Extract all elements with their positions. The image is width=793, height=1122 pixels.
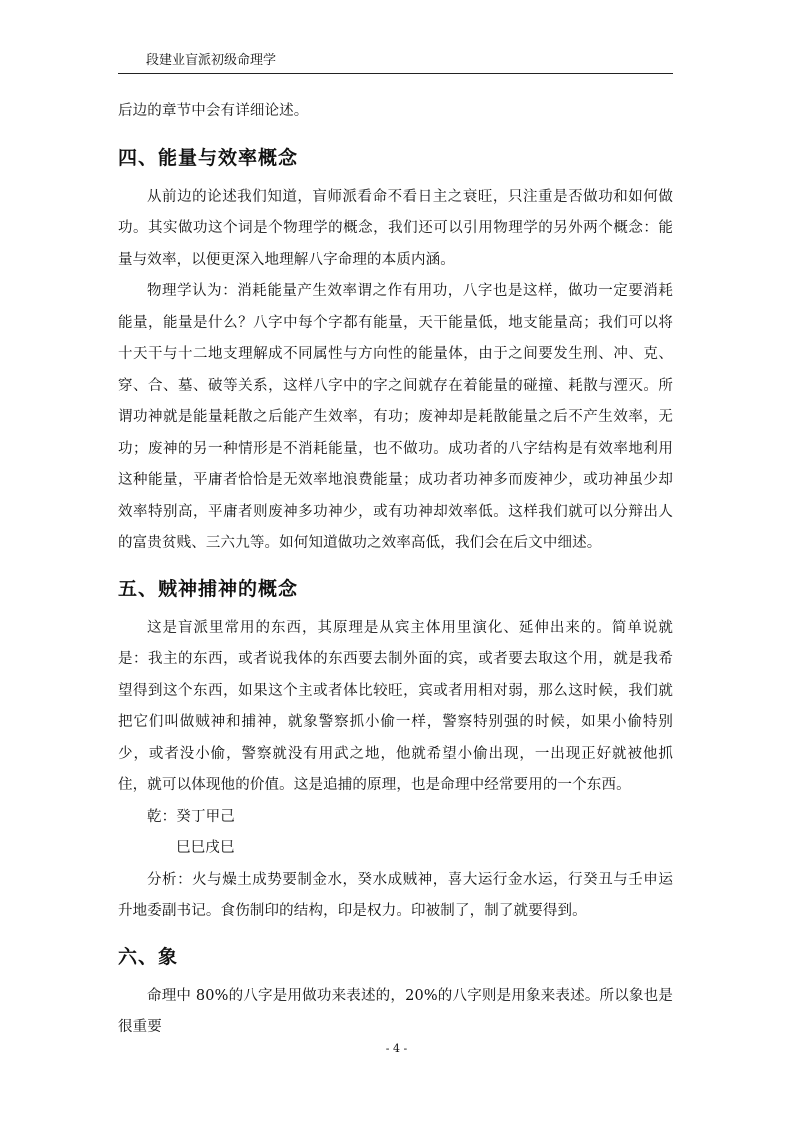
paragraph-s4-1: 从前边的论述我们知道，盲师派看命不看日主之衰旺，只注重是否做功和如何做功。其实做功这个词是个物理学的概念，我们还可以引用物理学的另外两个概念：能量与效率，以便更深入地理解八字命理的本质内涵。	[118, 188, 673, 268]
paragraph-intro-tail: 后边的章节中会有详细论述。	[118, 103, 309, 119]
heading-section-5: 五、贼神捕神的概念	[118, 577, 299, 600]
paragraph-s5-1: 这是盲派里常用的东西，其原理是从宾主体用里演化、延伸出来的。简单说就是：我主的东西，或者说我体的东西要去制外面的宾，或者要去取这个用，就是我希望得到这个东西，如果这个主或者体比较旺，宾或者用相对弱，那么这时候，我们就把它们叫做贼神和捕神，就象警察抓小偷一样，警察特别强的时候，如果小偷特别少，或者没小偷，警察就没有用武之地，他就希望小偷出现，一出现正好就被他抓住，就可以体现他的价值。这是追捕的原理，也是命理中经常要用的一个东西。	[118, 619, 673, 793]
paragraph-s4-2: 物理学认为：消耗能量产生效率谓之作有用功，八字也是这样，做功一定要消耗能量，能量是什么？八字中每个字都有能量，天干能量低，地支能量高；我们可以将十天干与十二地支理解成不同属性与方向性的能量体，由于之间要发生刑、冲、克、穿、合、墓、破等关系，这样八字中的字之间就存在着能量的碰撞、耗散与湮灭。所谓功神就是能量耗散之后能产生效率，有功；废神却是耗散能量之后不产生效率，无功；废神的另一种情形是不消耗能量，也不做功。成功者的八字结构是有效率地利用这种能量，平庸者恰恰是无效率地浪费能量；成功者功神多而废神少，或功神虽少却效率特别高，平庸者则废神多功神少，或有功神却效率低。这样我们就可以分辩出人的富贵贫贱、三六九等。如何知道做功之效率高低，我们会在后文中细述。	[118, 283, 673, 551]
heading-section-4: 四、能量与效率概念	[118, 146, 299, 169]
paragraph-s6-1: 命理中 80%的八字是用做功来表述的，20%的八字则是用象来表述。所以象也是很重要	[118, 987, 673, 1035]
paragraph-s5-analysis: 分析：火与燥土成势要制金水，癸水成贼神，喜大运行金水运，行癸丑与壬申运升地委副书记。食伤制印的结构，印是权力。印被制了，制了就要得到。	[118, 871, 673, 919]
page-number: - 4 -	[385, 1042, 408, 1055]
page-body	[118, 96, 673, 1044]
heading-section-6: 六、象	[118, 945, 179, 968]
bazi-stems-line: 乾：癸丁甲己	[147, 808, 235, 825]
header-rule	[118, 73, 673, 74]
bazi-branches-line: 巳巳戌巳	[176, 840, 235, 856]
running-header: 段建业盲派初级命理学	[146, 53, 277, 68]
